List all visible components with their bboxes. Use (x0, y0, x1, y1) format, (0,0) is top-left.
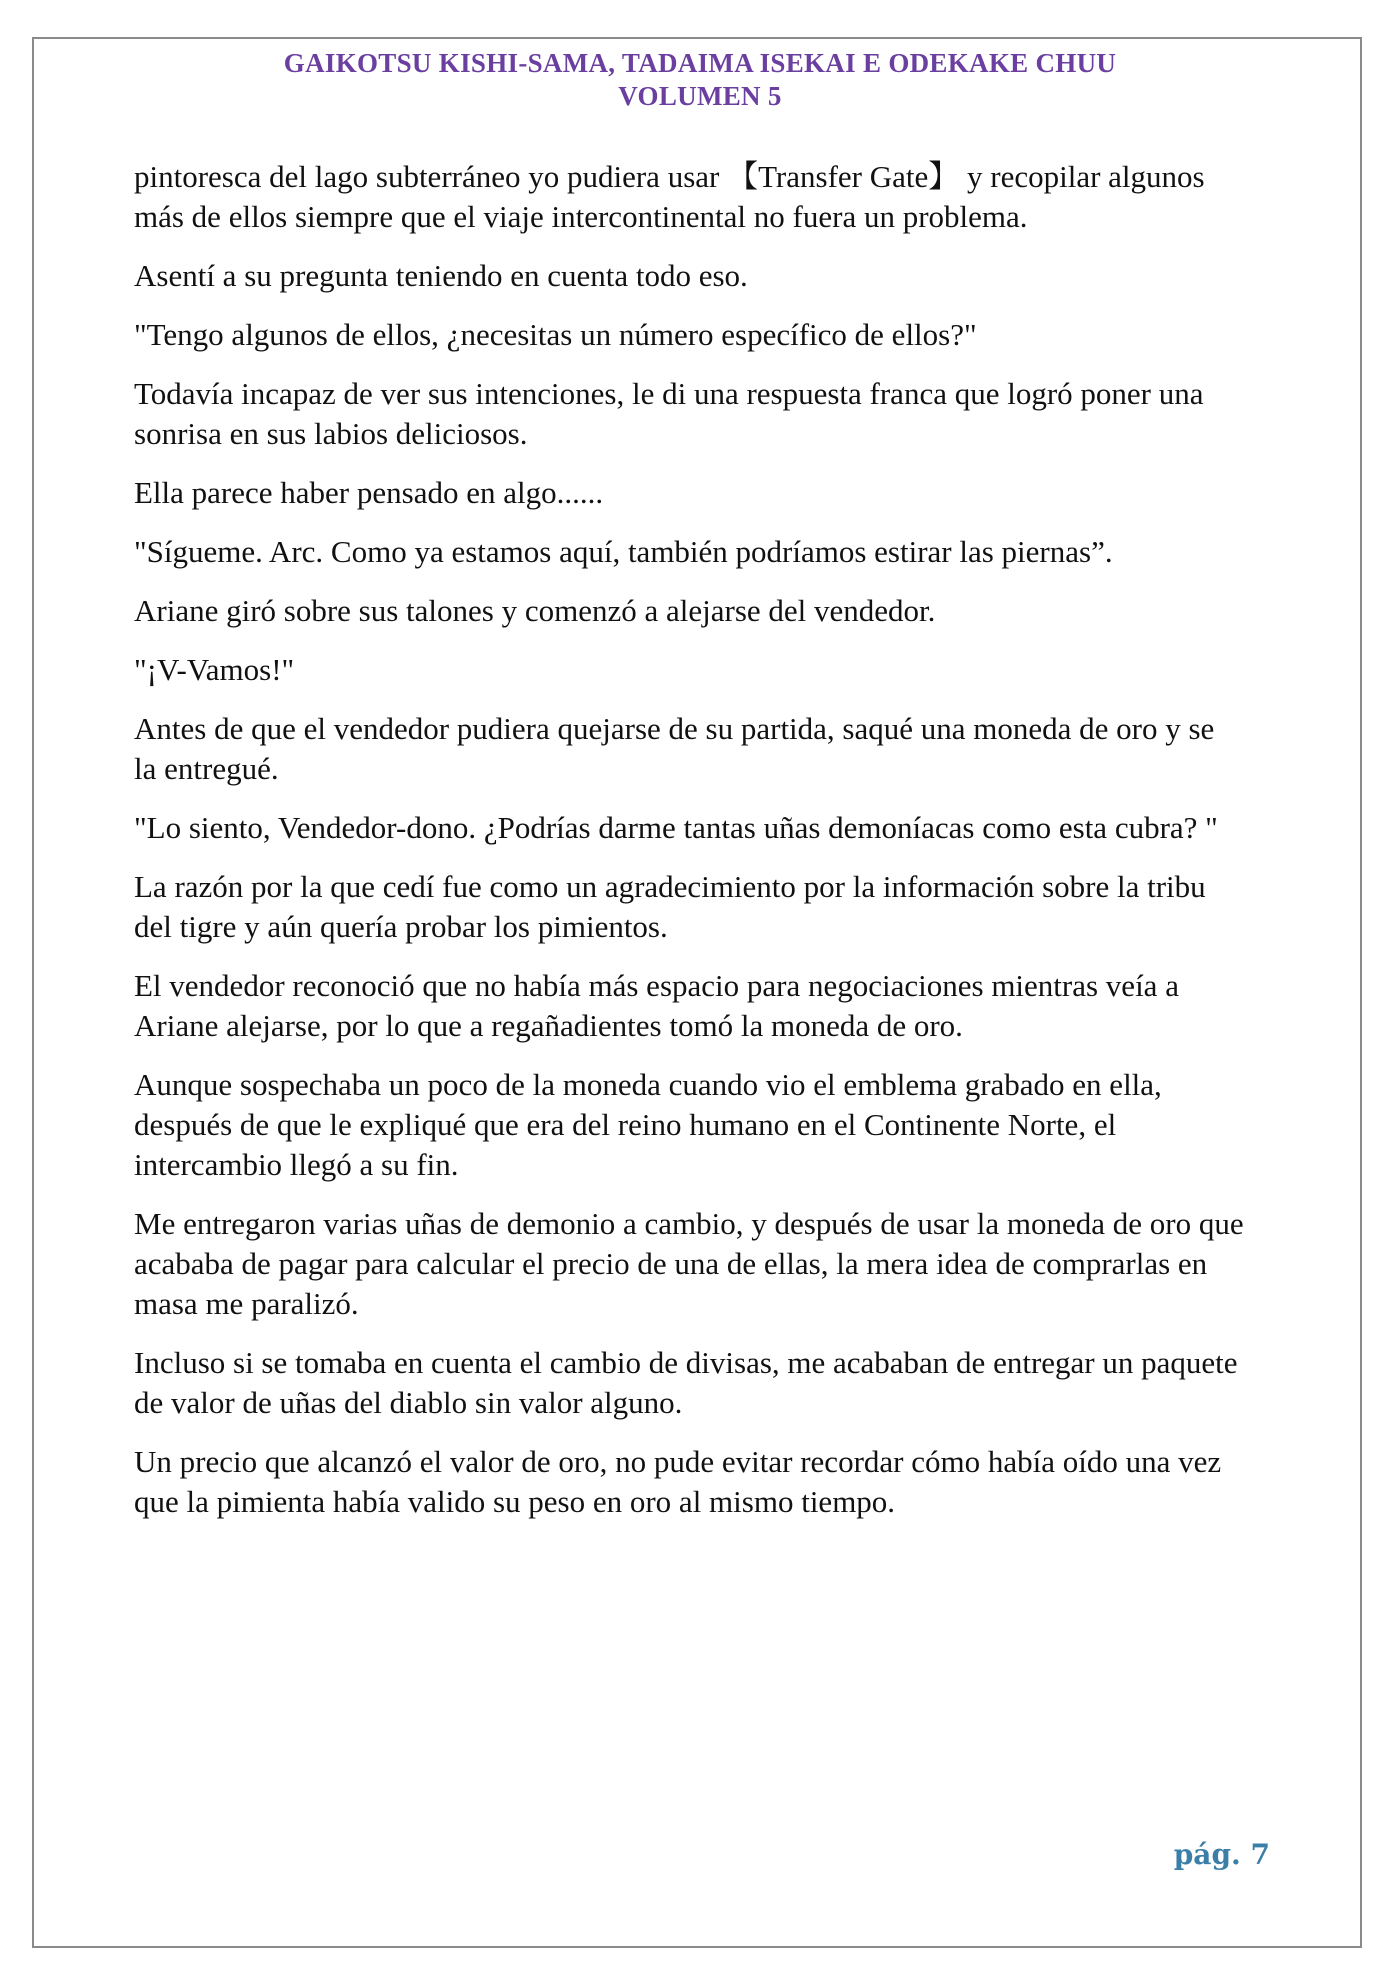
paragraph: "Tengo algunos de ellos, ¿necesitas un número específico de ellos?" (134, 317, 977, 352)
paragraph: Un precio que alcanzó el valor de oro, no pude evitar recordar cómo había oído una vez que la pimienta había valido su peso en oro al mismo tiempo. (134, 1444, 1222, 1519)
paragraph: "Sígueme. Arc. Como ya estamos aquí, también podríamos estirar las piernas”. (134, 534, 1113, 569)
page-header (0, 47, 1400, 113)
book-title: GAIKOTSU KISHI-SAMA, TADAIMA ISEKAI E ODEKAKE CHUU (283, 48, 1117, 78)
body-text (134, 157, 1244, 1541)
paragraph: "Lo siento, Vendedor-dono. ¿Podrías darme tantas uñas demoníacas como esta cubra? " (134, 810, 1218, 845)
paragraph: Me entregaron varias uñas de demonio a cambio, y después de usar la moneda de oro que acababa de pagar para calcular el precio de una de ellas, la mera idea de comprarlas en masa me paralizó. (134, 1206, 1244, 1321)
paragraph: pintoresca del lago subterráneo yo pudiera usar 【Transfer Gate】 y recopilar algunos más de ellos siempre que el viaje intercontinental no fuera un problema. (134, 159, 1205, 234)
paragraph: El vendedor reconoció que no había más espacio para negociaciones mientras veía a Ariane alejarse, por lo que a regañadientes tomó la moneda de oro. (134, 968, 1179, 1043)
paragraph: Todavía incapaz de ver sus intenciones, le di una respuesta franca que logró poner una sonrisa en sus labios deliciosos. (134, 376, 1204, 451)
volume-label: VOLUMEN 5 (618, 81, 782, 111)
paragraph: Ariane giró sobre sus talones y comenzó a alejarse del vendedor. (134, 593, 936, 628)
paragraph: Antes de que el vendedor pudiera quejarse de su partida, saqué una moneda de oro y se la entregué. (134, 711, 1215, 786)
paragraph: Asentí a su pregunta teniendo en cuenta todo eso. (134, 258, 748, 293)
page-number: pág. 7 (1173, 1838, 1270, 1871)
paragraph: La razón por la que cedí fue como un agradecimiento por la información sobre la tribu del tigre y aún quería probar los pimientos. (134, 869, 1206, 944)
paragraph: "¡V-Vamos!" (134, 652, 295, 687)
paragraph: Incluso si se tomaba en cuenta el cambio de divisas, me acababan de entregar un paquete de valor de uñas del diablo sin valor alguno. (134, 1345, 1238, 1420)
paragraph: Aunque sospechaba un poco de la moneda cuando vio el emblema grabado en ella, después de que le expliqué que era del reino humano en el Continente Norte, el intercambio llegó a su fin. (134, 1067, 1162, 1182)
paragraph: Ella parece haber pensado en algo...... (134, 475, 604, 510)
